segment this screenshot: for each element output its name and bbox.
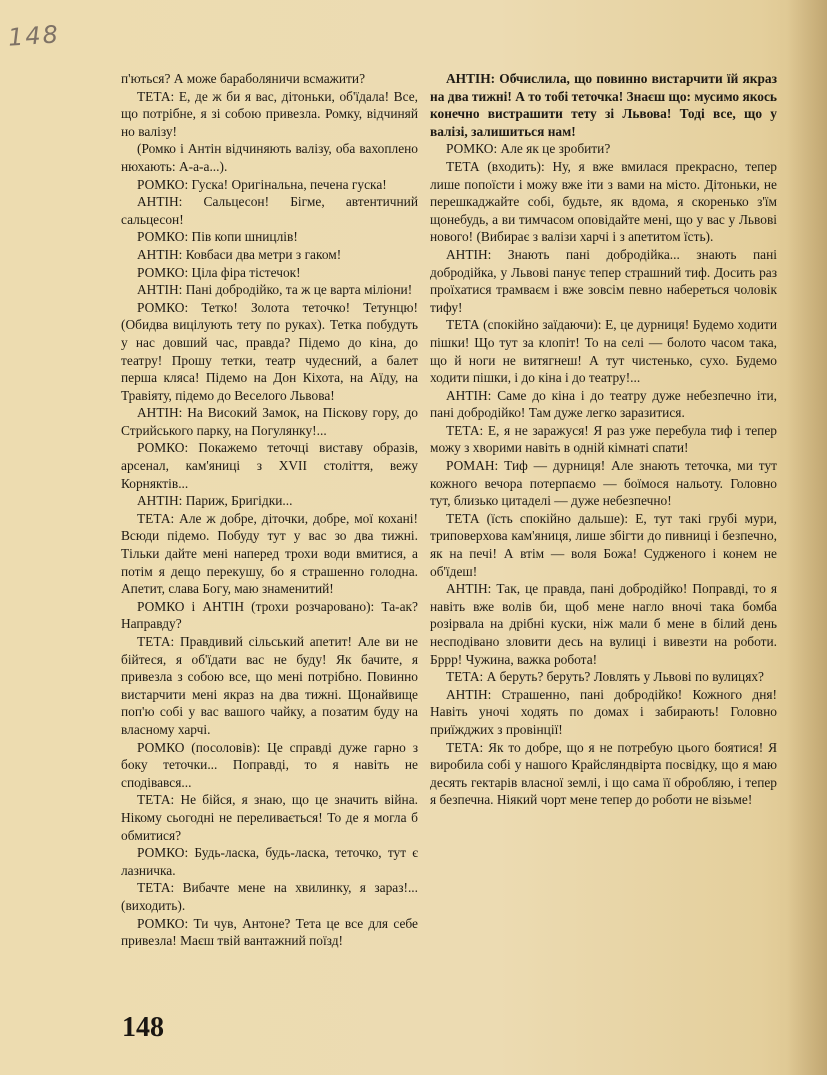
paragraph: ТЕТА (їсть спокійно дальше): Е, тут такі грубі мури, триповерхова кам'яниця, лише збігти до пивниці і безпечно, як на печі! А втім — воля Божа! Судженого і конем не об'їдеш! bbox=[430, 510, 777, 579]
paragraph: РОМКО: Гуска! Оригінальна, печена гуска! bbox=[137, 176, 387, 192]
paragraph: ТЕТА: Не бійся, я знаю, що це значить війна. Нікому сьогодні не переливається! То де я могла б обмитися? bbox=[121, 792, 418, 843]
right-text-column bbox=[430, 70, 777, 809]
paragraph: АНТІН: На Високий Замок, на Пісковy гору, до Стрийського парку, на Погулянку!... bbox=[121, 405, 418, 438]
paragraph: п'ються? А може бараболяничи всмажити? bbox=[121, 71, 366, 86]
paragraph: АНТІН: Саме до кіна і до театру дуже небезпечно іти, пані добродійко! Там дуже легко заразитися. bbox=[430, 387, 777, 421]
paragraph: РОМАН: Тиф — дурниця! Але знають теточка, ми тут кожного вечора потерпаємо — боїмося нальоту. Головно тут, близько цитаделі — дуже небезпечно! bbox=[430, 458, 777, 509]
paragraph: РОМКО: Ціла фіра тістечок! bbox=[137, 264, 301, 280]
paragraph: ТЕТА: А беруть? беруть? Ловлять у Львові по вулицях? bbox=[446, 669, 764, 685]
paragraph: АНТІН: Так, це правда, пані добродійко! Поправді, то я навіть вже волів би, щоб мене нагло вночі така бомба розірвала на дрібні куски, ніж мали б мене в білий день несподівано зловити десь на вулиці і вивезти на роботи. Бррр! Чужина, важка робота! bbox=[430, 581, 777, 667]
paragraph: ТЕТА: Але ж добре, діточки, добре, мої кохані! Всюди підемо. Побуду тут у вас зо два тижні. Тільки дайте мені наперед трохи води вмитися, а потім я дещо перекушу, бо я страшенно голодна. Апетит, слава Богу, маю знаменитий! bbox=[121, 510, 418, 597]
paragraph: РОМКО: Але як це зробити? bbox=[446, 141, 611, 157]
paragraph: ТЕТА: Правдивий сільський апетит! Але ви не бійтеся, я об'їдати вас не буду! Як бачите, я привезла з собою все, що мені потрібно. Повинно вистарчити мені якраз на два тижні. Щонайвище поп'ю собі у вас вашого чайку, а позатим буду на власному харчі. bbox=[121, 634, 418, 737]
paragraph: АНТІН: Париж, Бригідки... bbox=[137, 493, 293, 509]
paragraph: РОМКО і АНТІН (трохи розчаровано): Та-ак? Направду? bbox=[121, 598, 418, 632]
paragraph: АНТІН: Обчислила, що повинно вистарчити їй якраз на два тижні! А то тобі теточка! Знаєш що: мусимо якось конечно вистрашити тету зі Львова! Тоді все, що у валізі, залишиться нам! bbox=[430, 71, 777, 139]
paragraph: ТЕТА: Вибачте мене на хвилинку, я зараз!... (виходить). bbox=[121, 880, 418, 913]
paragraph: АНТІН: Сальцесон! Бігме, автентичний сальцесон! bbox=[121, 194, 418, 227]
paragraph: ТЕТА: Е, я не заражуся! Я раз уже перебула тиф і тепер можу з хворими навіть в одній кімнаті спати! bbox=[430, 422, 777, 456]
left-text-column bbox=[121, 70, 418, 950]
paragraph: АНТІН: Страшенно, пані добродійко! Кожного дня! Навіть уночі ходять по домах і забирають! Головно приїжджих з провінції! bbox=[430, 686, 777, 737]
paragraph: АНТІН: Ковбаси два метри з гаком! bbox=[137, 246, 342, 262]
paragraph: РОМКО (посоловів): Це справді дуже гарно з боку теточки... Поправді, то я навіть не сподівався... bbox=[121, 739, 418, 790]
paragraph: ТЕТА (спокійно заїдаючи): Е, це дурниця! Будемо ходити пішки! Що тут за клопіт! То на селі — болото часом така, що й ноги не витягнеш! А тут чистенько, сухо. Будемо ходити пішки, і до кіна і до театру!... bbox=[430, 317, 777, 386]
paragraph: ТЕТА (входить): Ну, я вже вмилася прекрасно, тепер лише попоїсти і можу вже іти з вами на місто. Дітоньки, не перешкаджайте собі, будьте, як вдома, я скоренько з'їм щонебудь, а ви тимчасом оповідайте мені, що у вас у Львові нового! (Вибирає з валізи харчі і з апетитом їсть). bbox=[430, 158, 777, 245]
paragraph: АНТІН: Пані добродійко, та ж це варта міліони! bbox=[137, 282, 413, 298]
paragraph: АНТІН: Знають пані добродійка... знають пані добродійка, у Львові панує тепер страшний тиф. Досить раз проїхатися трамваєм і вже зовсім певно набереться чоловік тифу! bbox=[430, 246, 777, 315]
handwritten-page-note: 148 bbox=[7, 20, 61, 52]
paragraph: РОМКО: Будь-ласка, будь-ласка, теточко, тут є лазничка. bbox=[121, 845, 418, 878]
paragraph: РОМКО: Пів копи шницлів! bbox=[137, 229, 298, 245]
paragraph: (Ромко і Антін відчиняють валізу, оба вахоплено нюхають: А-а-а...). bbox=[121, 141, 418, 174]
page-edge-shadow bbox=[787, 0, 827, 1075]
paragraph: ТЕТА: Як то добре, що я не потребую цього боятися! Я виробила собі у нашого Крайсляндвірта посвідку, що я маю десять гектарів власної землі, і що сама її обробляю, і тепер я безпечна. Ніякий чорт мене тепер до роботи не візьме! bbox=[430, 739, 777, 808]
page-number: 148 bbox=[122, 1012, 164, 1043]
paragraph: РОМКО: Тетко! Золота теточко! Тетунцю! (Обидва вицілують тету по руках). Тетка побудуть у нас довший час, правда? Підемо до кіна, до театру! Прошу тетки, театр чудесний, а балет перша кляса! Підемо на Дон Кіхота, на Аїду, на Травіяту, підемо до Веселого Львова! bbox=[121, 299, 418, 403]
paragraph: ТЕТА: Е, де ж би я вас, дітоньки, об'їдала! Все, що потрібне, я зі собою привезла. Ромку, відчиняй но валізу! bbox=[121, 88, 418, 139]
paragraph: РОМКО: Ти чув, Антоне? Тета це все для себе привезла! Маєш твій вантажний поїзд! bbox=[121, 915, 418, 949]
paragraph: РОМКО: Покажемо теточці виставу образів, арсенал, кам'яниці з XVII століття, вежу Корняктів... bbox=[121, 440, 418, 491]
